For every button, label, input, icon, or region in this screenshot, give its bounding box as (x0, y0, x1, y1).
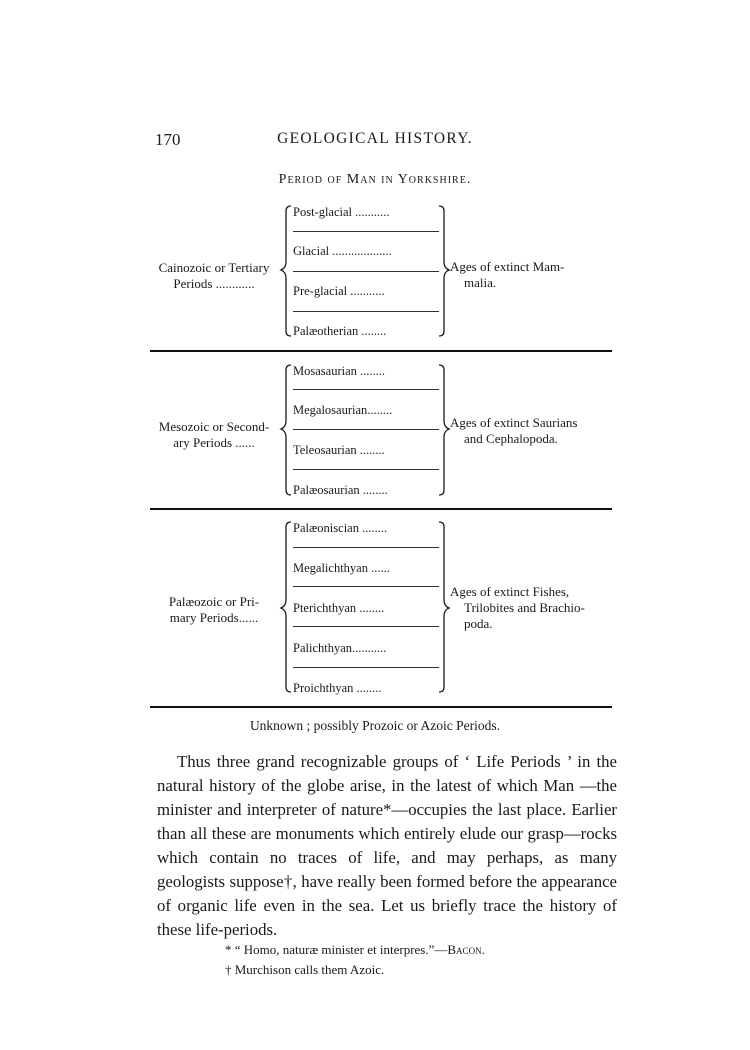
footnote-text: “ Homo, naturæ minister et interpres.”— (234, 942, 448, 957)
period-item: Glacial ................... (293, 244, 392, 258)
page-number: 170 (155, 130, 181, 149)
period-item: Post-glacial ........... (293, 205, 390, 219)
period-item: Megalichthyan ...... (293, 561, 390, 575)
era-mesozoic (150, 359, 620, 501)
era-note: Ages of extinct Saurians and Cephalopoda. (450, 415, 578, 446)
era-separator (150, 706, 612, 708)
footnote-bacon (225, 940, 625, 960)
running-head (0, 130, 750, 154)
footnote-murchison (225, 960, 625, 980)
era-cainozoic (150, 200, 620, 342)
period-item: Proichthyan ........ (293, 681, 382, 695)
era-separator (150, 508, 612, 510)
running-title: GEOLOGICAL HISTORY. (277, 130, 473, 147)
paragraph-text: Thus three grand recognizable groups of ‘ Life Periods ’ in the natural history of the globe arise, in the latest of which Man —the minister and interpreter of nature*—occupies the last place. Earlier than all these are monuments which entirely elude our grasp—rocks which contain no traces of life, and may perhaps, as many geologists suppose†, have really been formed before the appearance of organic life even in the sea. Let us briefly trace the history of these life-periods. (157, 752, 617, 939)
period-divider (293, 429, 439, 430)
period-item: Megalosaurian........ (293, 403, 393, 417)
period-item: Palichthyan........... (293, 641, 387, 655)
footnote-author: Bacon. (447, 942, 485, 957)
footnote-mark: * (225, 942, 232, 957)
period-item: Pterichthyan ........ (293, 601, 385, 615)
period-item: Palæoniscian ........ (293, 521, 388, 535)
footnote-text: Murchison calls them Azoic. (234, 962, 385, 977)
era-palaeozoic (150, 516, 620, 700)
period-item: Mosasaurian ........ (293, 364, 385, 378)
era-label: Mesozoic or Second- ary Periods ...... (158, 419, 270, 450)
period-divider (293, 586, 439, 587)
era-label: Palæozoic or Pri- mary Periods...... (168, 594, 260, 625)
period-item: Pre-glacial ........... (293, 284, 385, 298)
period-divider (293, 389, 439, 390)
period-divider (293, 231, 439, 232)
era-note: Ages of extinct Fishes, Trilobites and Brachio- poda. (450, 584, 585, 631)
era-note: Ages of extinct Mam- malia. (450, 259, 565, 290)
period-divider (293, 311, 439, 312)
period-item: Teleosaurian ........ (293, 443, 385, 457)
period-divider (293, 469, 439, 470)
era-label: Cainozoic or Tertiary Periods ............ (158, 260, 270, 291)
era-separator (150, 350, 612, 352)
period-item: Palæotherian ........ (293, 324, 387, 338)
period-divider (293, 667, 439, 668)
period-divider (293, 547, 439, 548)
footnote-mark: † (225, 962, 232, 977)
unknown-periods-caption: Unknown ; possibly Prozoic or Azoic Periods. (249, 718, 501, 733)
period-divider (293, 626, 439, 627)
period-divider (293, 271, 439, 272)
footnotes (225, 940, 625, 980)
body-paragraph (157, 750, 617, 942)
table-title: Period of Man in Yorkshire. (278, 172, 472, 187)
period-item: Palæosaurian ........ (293, 483, 388, 497)
